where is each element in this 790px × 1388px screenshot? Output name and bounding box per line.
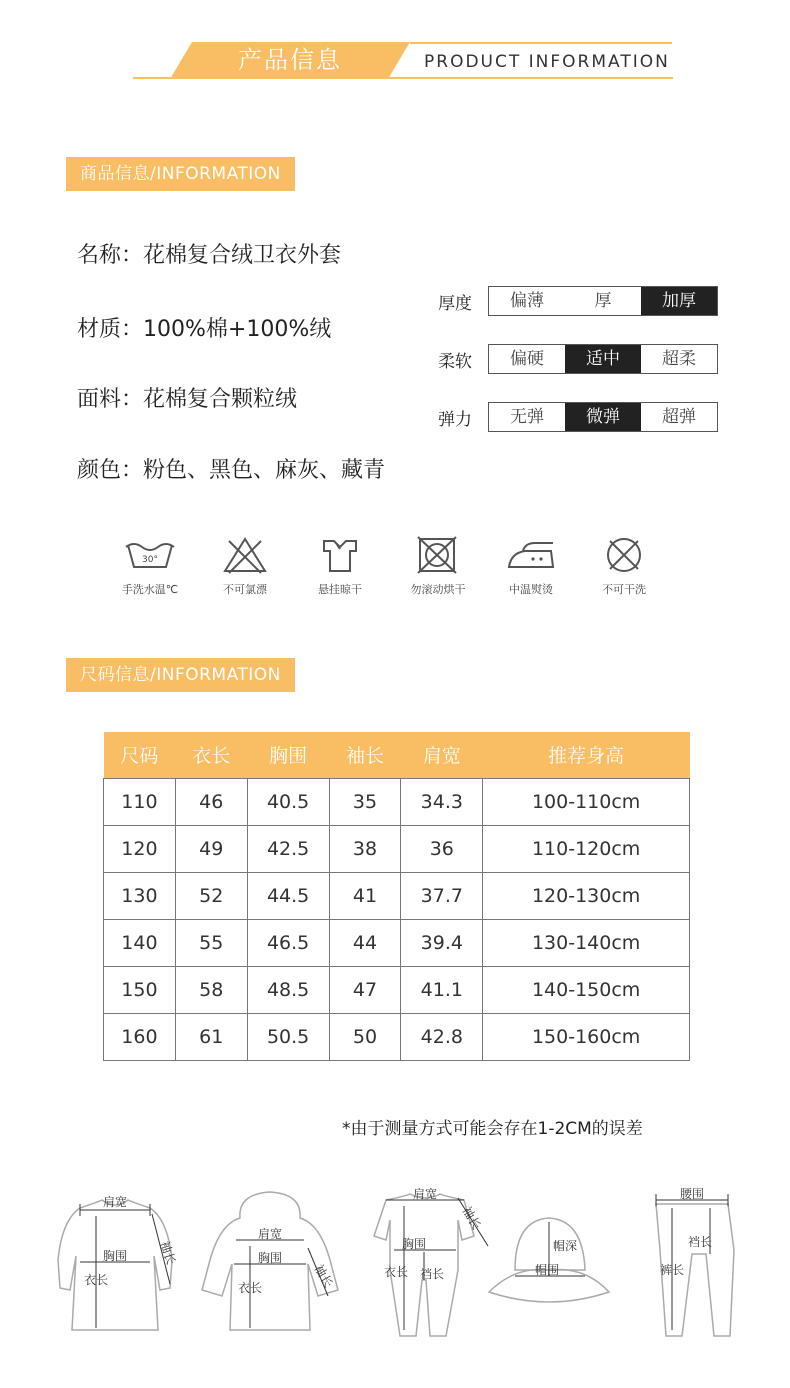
table-cell: 37.7: [401, 872, 483, 919]
hat-diagram: [485, 1180, 615, 1340]
table-header-cell: 肩宽: [401, 732, 483, 778]
table-cell: 120-130cm: [483, 872, 690, 919]
table-cell: 100-110cm: [483, 778, 690, 825]
table-header-cell: 袖长: [329, 732, 401, 778]
rating-label: 柔软: [438, 351, 472, 372]
care-no-tumble-dry: [388, 535, 488, 597]
jacket-sleeve-label: 袖长: [311, 1262, 336, 1290]
header-title-en: PRODUCT INFORMATION: [424, 52, 670, 72]
table-cell: 140: [104, 919, 176, 966]
rating-option-selected: 适中: [565, 345, 641, 373]
table-cell: 160: [104, 1013, 176, 1060]
table-cell: 120: [104, 825, 176, 872]
rating-elasticity: [438, 402, 718, 432]
rating-option-selected: 微弹: [565, 403, 641, 431]
care-no-dry-clean: [574, 535, 674, 597]
table-cell: 34.3: [401, 778, 483, 825]
product-name: 名称：花棉复合绒卫衣外套: [77, 243, 342, 268]
product-section-label: 商品信息/INFORMATION: [66, 157, 295, 191]
rating-scale: [488, 286, 718, 316]
table-cell: 150: [104, 966, 176, 1013]
romper-sleeve-label: 袖长: [459, 1204, 484, 1232]
table-header-cell: 尺码: [104, 732, 176, 778]
pants-crotch-label: 裆长: [687, 1235, 713, 1249]
dress-chest-label: 胸围: [102, 1249, 128, 1263]
table-cell: 41.1: [401, 966, 483, 1013]
rating-option: 无弹: [510, 407, 544, 427]
product-fabric: 面料：花棉复合颗粒绒: [77, 387, 298, 412]
care-label: 中温熨烫: [509, 583, 553, 596]
rating-scale: [488, 402, 718, 432]
rating-scale: [488, 344, 718, 374]
rating-label: 厚度: [438, 293, 472, 314]
rating-option: 厚: [594, 291, 612, 311]
table-cell: 44.5: [247, 872, 329, 919]
rating-option: 超弹: [662, 407, 696, 427]
rating-label: 弹力: [438, 409, 472, 430]
table-row: [104, 778, 690, 825]
table-row: [104, 919, 690, 966]
table-cell: 41: [329, 872, 401, 919]
header-topline: [410, 42, 672, 44]
rating-option: 偏硬: [510, 349, 544, 369]
dress-length-label: 衣长: [83, 1273, 109, 1287]
romper-crotch-label: 裆长: [419, 1267, 445, 1281]
jacket-chest-label: 胸围: [257, 1251, 283, 1265]
table-cell: 46.5: [247, 919, 329, 966]
care-hand-wash: [100, 535, 200, 597]
rating-thickness: [438, 286, 718, 316]
jacket-length-label: 衣长: [237, 1281, 263, 1295]
table-row: [104, 825, 690, 872]
product-colors: 颜色：粉色、黑色、麻灰、藏青: [77, 458, 386, 483]
rating-option: 偏薄: [510, 291, 544, 311]
jacket-shoulder-label: 肩宽: [257, 1227, 283, 1241]
table-header-cell: 推荐身高: [483, 732, 690, 778]
table-row: [104, 872, 690, 919]
header-title-cn: 产品信息: [238, 46, 342, 74]
hat-circumference-label: 帽围: [534, 1263, 560, 1277]
table-row: [104, 1013, 690, 1060]
pants-waist-label: 腰围: [679, 1187, 705, 1201]
measurement-note: *由于测量方式可能会存在1-2CM的误差: [342, 1119, 643, 1139]
romper-diagram: [350, 1180, 500, 1340]
hand-wash-icon: [120, 535, 180, 575]
dress-shoulder-label: 肩宽: [102, 1195, 128, 1209]
size-table: [103, 732, 690, 1061]
table-cell: 42.8: [401, 1013, 483, 1060]
product-material: 材质：100%棉+100%绒: [77, 317, 332, 342]
hat-depth-label: 帽深: [552, 1239, 578, 1253]
romper-shoulder-label: 肩宽: [412, 1187, 438, 1201]
size-section-label: 尺码信息/INFORMATION: [66, 658, 295, 692]
table-cell: 48.5: [247, 966, 329, 1013]
table-cell: 47: [329, 966, 401, 1013]
table-cell: 42.5: [247, 825, 329, 872]
table-cell: 110-120cm: [483, 825, 690, 872]
care-label: 不可干洗: [602, 583, 646, 596]
table-header-cell: 衣长: [175, 732, 247, 778]
dress-sleeve-label: 袖长: [157, 1239, 179, 1267]
care-no-bleach: [195, 535, 295, 597]
care-label: 勿滚动烘干: [410, 583, 466, 596]
table-cell: 46: [175, 778, 247, 825]
care-iron-medium: [481, 535, 581, 597]
table-cell: 39.4: [401, 919, 483, 966]
no-dry-clean-icon: [594, 535, 654, 575]
table-cell: 40.5: [247, 778, 329, 825]
table-cell: 49: [175, 825, 247, 872]
care-hang-dry: [290, 535, 390, 597]
table-header-row: [104, 732, 690, 778]
romper-chest-label: 胸围: [401, 1237, 427, 1251]
table-cell: 35: [329, 778, 401, 825]
iron-medium-icon: [501, 535, 561, 575]
table-cell: 150-160cm: [483, 1013, 690, 1060]
table-cell: 110: [104, 778, 176, 825]
care-label: 悬挂晾干: [318, 583, 362, 596]
romper-length-label: 衣长: [383, 1265, 409, 1279]
table-cell: 55: [175, 919, 247, 966]
no-bleach-icon: [215, 535, 275, 575]
pants-length-label: 裤长: [659, 1263, 685, 1277]
rating-option-selected: 加厚: [641, 287, 717, 315]
table-cell: 130: [104, 872, 176, 919]
table-cell: 38: [329, 825, 401, 872]
table-header-cell: 胸围: [247, 732, 329, 778]
table-cell: 52: [175, 872, 247, 919]
care-label: 手洗水温℃: [121, 583, 179, 596]
rating-softness: [438, 344, 718, 374]
hang-dry-icon: [310, 535, 370, 575]
rating-option: 超柔: [662, 349, 696, 369]
jacket-diagram: [190, 1180, 350, 1340]
table-row: [104, 966, 690, 1013]
table-cell: 36: [401, 825, 483, 872]
table-cell: 58: [175, 966, 247, 1013]
dress-diagram: [40, 1180, 190, 1340]
wash-temp: 30°: [142, 555, 158, 565]
care-label: 不可氯漂: [223, 583, 267, 596]
table-cell: 50: [329, 1013, 401, 1060]
table-cell: 130-140cm: [483, 919, 690, 966]
page-header: [0, 0, 790, 110]
table-cell: 44: [329, 919, 401, 966]
table-cell: 50.5: [247, 1013, 329, 1060]
pants-diagram: [630, 1180, 750, 1340]
table-cell: 140-150cm: [483, 966, 690, 1013]
table-cell: 61: [175, 1013, 247, 1060]
no-tumble-dry-icon: [408, 535, 468, 575]
